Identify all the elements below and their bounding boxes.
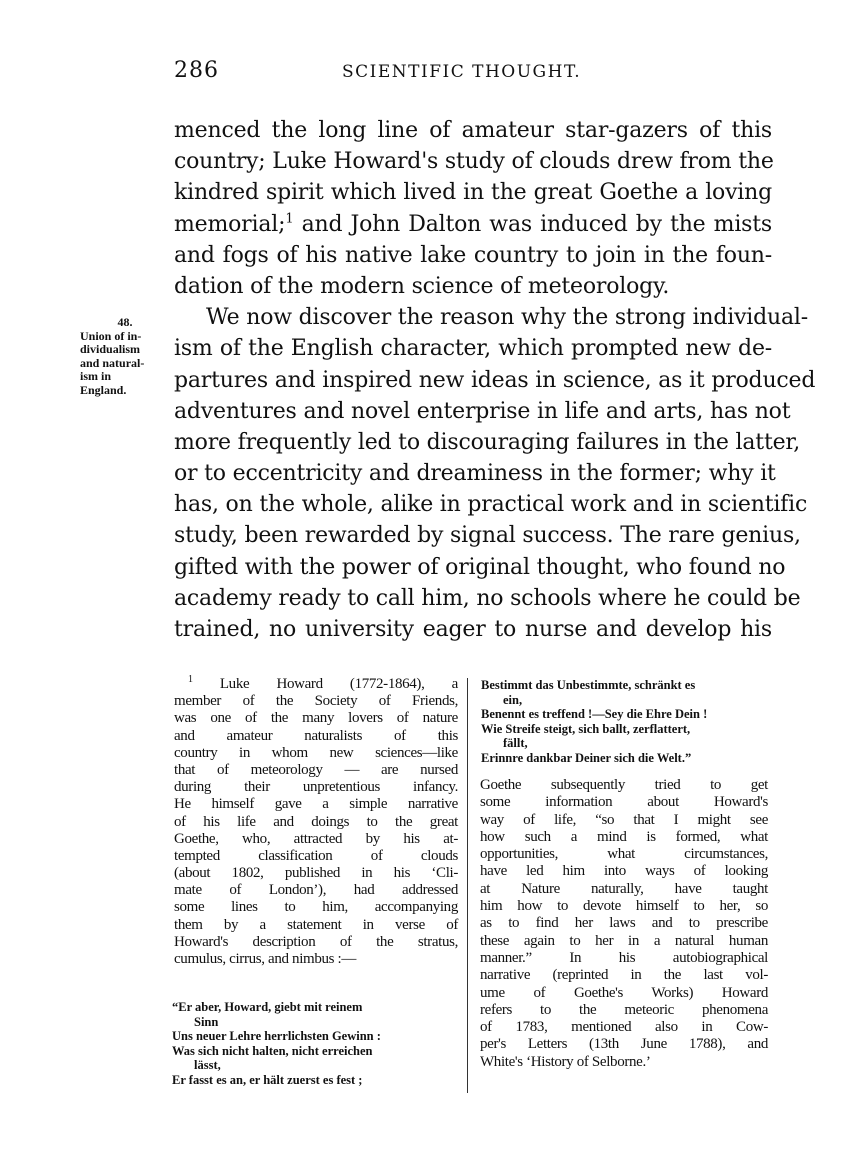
footnote-right-column	[480, 777, 768, 1071]
text-line: has, on the whole, alike in practical work and in scientific	[174, 492, 808, 518]
footnote-line: narrative (reprinted in the last vol-	[480, 967, 768, 984]
footnote-line: manner.” In his autobiographical	[480, 949, 768, 966]
footnote-line: of his life and doings to the great	[174, 813, 458, 830]
margin-note-number: 48.	[117, 315, 133, 329]
footnote-line: Howard's description of the stratus,	[174, 933, 458, 950]
footnote-line: ume of Goethe's Works) Howard	[480, 984, 768, 1001]
verse-line: Erinnre dankbar Deiner sich die Welt.”	[481, 750, 692, 765]
verse-line: ein,	[503, 692, 523, 707]
text-line: We now discover the reason why the strong individual-	[206, 305, 808, 331]
text-line: menced the long line of amateur star-gazers of this	[174, 118, 772, 143]
footnote-line: have led him into ways of looking	[480, 863, 768, 880]
footnote-line: during their unpretentious infancy.	[174, 779, 458, 796]
margin-note-line: ism in	[80, 369, 112, 383]
footnote-line: some lines to him, accompanying	[174, 899, 458, 916]
verse-line: Uns neuer Lehre herrlichsten Gewinn :	[172, 1029, 381, 1044]
footnote-line: that of meteorology — are nursed	[174, 761, 458, 778]
footnote-line: country in whom new sciences—like	[174, 744, 458, 761]
footnote-line: White's ‘History of Selborne.’	[480, 1053, 651, 1070]
footnote-reference: 1	[285, 211, 294, 227]
text-line: country; Luke Howard's study of clouds drew from the	[174, 149, 774, 175]
margin-note	[80, 316, 170, 397]
verse-line: Benennt es treffend !—Sey die Ehre Dein !	[481, 707, 708, 722]
text-segment: and John Dalton was induced by the mists	[293, 211, 772, 237]
verse-line: Was sich nicht halten, nicht erreichen	[172, 1043, 373, 1058]
page-header	[174, 58, 772, 88]
footnote-marker: 1	[188, 674, 193, 685]
verse-line: fällt,	[503, 736, 528, 751]
footnote-line: how such a mind is formed, what	[480, 828, 768, 845]
footnote-line: tempted classification of clouds	[174, 847, 458, 864]
footnote-line: cumulus, cirrus, and nimbus :—	[174, 951, 356, 967]
page-number: 286	[174, 58, 219, 83]
running-head: SCIENTIFIC THOUGHT.	[342, 62, 582, 82]
footnote-line: of 1783, mentioned also in Cow-	[480, 1019, 768, 1036]
verse-line: Sinn	[194, 1014, 219, 1029]
text-line: or to eccentricity and dreaminess in the former; why it	[174, 461, 776, 487]
verse-line: Bestimmt das Unbestimmte, schränkt es	[481, 678, 696, 692]
main-text	[174, 115, 816, 645]
verse-line: lässt,	[194, 1058, 221, 1073]
footnote-line: per's Letters (13th June 1788), and	[480, 1036, 768, 1053]
text-line: trained, no university eager to nurse and develop his	[174, 617, 772, 642]
text-line: ism of the English character, which prompted new de-	[174, 336, 772, 362]
text-line: study, been rewarded by signal success. The rare genius,	[174, 523, 801, 549]
text-line: gifted with the power of original thought, who found no	[174, 554, 786, 580]
footnote-line: as to find her laws and to prescribe	[480, 915, 768, 932]
footnote-line: and amateur naturalists of this	[174, 727, 458, 744]
footnote-line: member of the Society of Friends,	[174, 693, 458, 710]
footnote-line: him how to devote himself to her, so	[480, 898, 768, 915]
text-line	[174, 209, 772, 240]
margin-note-line: Union of in-	[80, 328, 142, 343]
footnote-line: (about 1802, published in his ‘Cli-	[174, 865, 458, 882]
footnote-line: opportunities, what circumstances,	[480, 846, 768, 863]
footnote-line: Goethe, who, attracted by his at-	[174, 830, 458, 847]
footnote-line: mate of London’), had addressed	[174, 882, 458, 899]
text-line: partures and inspired new ideas in science, as it produced	[174, 367, 816, 393]
text-line: kindred spirit which lived in the great Goethe a loving	[174, 180, 772, 206]
footnote-line: refers to the meteoric phenomena	[480, 1001, 768, 1018]
footnote-line	[174, 676, 458, 693]
text-line: and fogs of his native lake country to join in the foun-	[174, 242, 772, 268]
footnote-left-column	[174, 676, 458, 968]
text-line: adventures and novel enterprise in life and arts, has not	[174, 398, 791, 424]
verse-left	[172, 1000, 458, 1088]
margin-note-line: and natural-	[80, 355, 145, 370]
text-line: more frequently led to discouraging failures in the latter,	[174, 429, 801, 455]
footnote-line: at Nature naturally, have taught	[480, 880, 768, 897]
text-segment: memorial;	[174, 211, 286, 237]
text-segment: Luke Howard (1772-1864), a	[192, 676, 458, 692]
text-line: dation of the modern science of meteorology.	[174, 273, 670, 299]
margin-note-line: England.	[80, 382, 127, 397]
footnote-line: way of life, “so that I might see	[480, 811, 768, 828]
footnote-line: Goethe subsequently tried to get	[480, 777, 768, 793]
margin-note-line: dividualism	[80, 342, 141, 356]
footnote-line: some information about Howard's	[480, 794, 768, 811]
verse-right	[481, 678, 771, 766]
footnote-line: He himself gave a simple narrative	[174, 796, 458, 813]
text-line: academy ready to call him, no schools where he could be	[174, 585, 801, 611]
verse-line: Er fasst es an, er hält zuerst es fest ;	[172, 1072, 363, 1087]
footnote-line: them by a statement in verse of	[174, 916, 458, 933]
column-divider	[467, 678, 468, 1093]
footnote-line: was one of the many lovers of nature	[174, 710, 458, 727]
verse-line: Wie Streife steigt, sich ballt, zerflattert,	[481, 721, 691, 736]
verse-line: “Er aber, Howard, giebt mit reinem	[172, 1000, 363, 1014]
footnote-line: these again to her in a natural human	[480, 932, 768, 949]
